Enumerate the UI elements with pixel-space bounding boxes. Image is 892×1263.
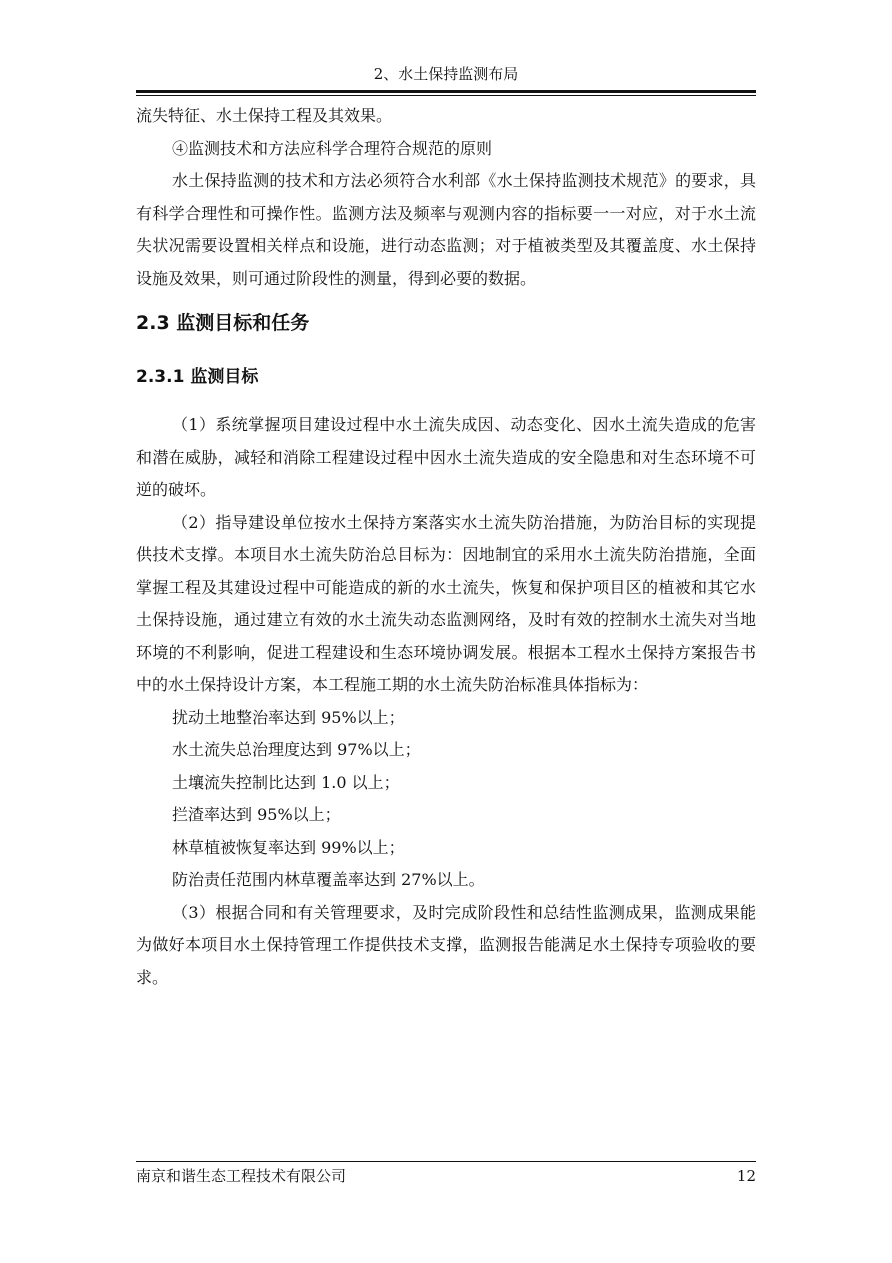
list-item-indicator: 林草植被恢复率达到 99%以上； [172, 837, 405, 857]
paragraph-monitoring-methods: 水土保持监测的技术和方法必须符合水利部《水土保持监测技术规范》的要求，具有科学合理性和可操作性。监测方法及频率与观测内容的指标要一一对应，对于水土流失状况需要设置相关样点和设施，进行动态监测；对于植被类型及其覆盖度、水土保持设施及效果，则可通过阶段性的测量，得到必要的数据。 [136, 171, 756, 288]
header-rule-thin [136, 95, 756, 96]
paragraph-goal-3: （3）根据合同和有关管理要求，及时完成阶段性和总结性监测成果，监测成果能为做好本项目水土保持管理工作提供技术支撑，监测报告能满足水土保持专项验收的要求。 [136, 902, 756, 987]
principle-heading: ④监测技术和方法应科学合理符合规范的原则 [172, 138, 493, 158]
page-body [136, 100, 756, 994]
footer-rule [136, 1161, 756, 1162]
section-heading-2-3: 2.3 监测目标和任务 [136, 312, 310, 334]
paragraph-goal-1: （1）系统掌握项目建设过程中水土流失成因、动态变化、因水土流失造成的危害和潜在威胁，减轻和消除工程建设过程中因水土流失造成的安全隐患和对生态环境不可逆的破坏。 [136, 415, 756, 499]
list-item-indicator: 土壤流失控制比达到 1.0 以上； [172, 772, 400, 792]
paragraph-continued: 流失特征、水土保持工程及其效果。 [136, 106, 393, 125]
list-item-indicator: 扰动土地整治率达到 95%以上； [172, 707, 405, 727]
page-number: 12 [736, 1167, 756, 1185]
paragraph-goal-2: （2）指导建设单位按水土保持方案落实水土流失防治措施，为防治目标的实现提供技术支撑。本项目水土流失防治总目标为：因地制宜的采用水土流失防治措施，全面掌握工程及其建设过程中可能造成的新的水土流失，恢复和保护项目区的植被和其它水土保持设施，通过建立有效的水土流失动态监测网络，及时有效的控制水土流失对当地环境的不利影响，促进工程建设和生态环境协调发展。根据本工程水土保持方案报告书中的水土保持设计方案，本工程施工期的水土流失防治标准具体指标为： [136, 512, 756, 694]
list-item-indicator: 防治责任范围内林草覆盖率达到 27%以上。 [172, 870, 485, 889]
running-header: 2、水土保持监测布局 [373, 65, 519, 83]
footer-company: 南京和谐生态工程技术有限公司 [136, 1167, 347, 1185]
header-rule-thick [136, 90, 756, 93]
section-heading-2-3-1: 2.3.1 监测目标 [136, 367, 259, 387]
list-item-indicator: 拦渣率达到 95%以上； [172, 805, 341, 824]
spacer [136, 397, 756, 409]
list-item-indicator: 水土流失总治理度达到 97%以上； [172, 740, 421, 759]
